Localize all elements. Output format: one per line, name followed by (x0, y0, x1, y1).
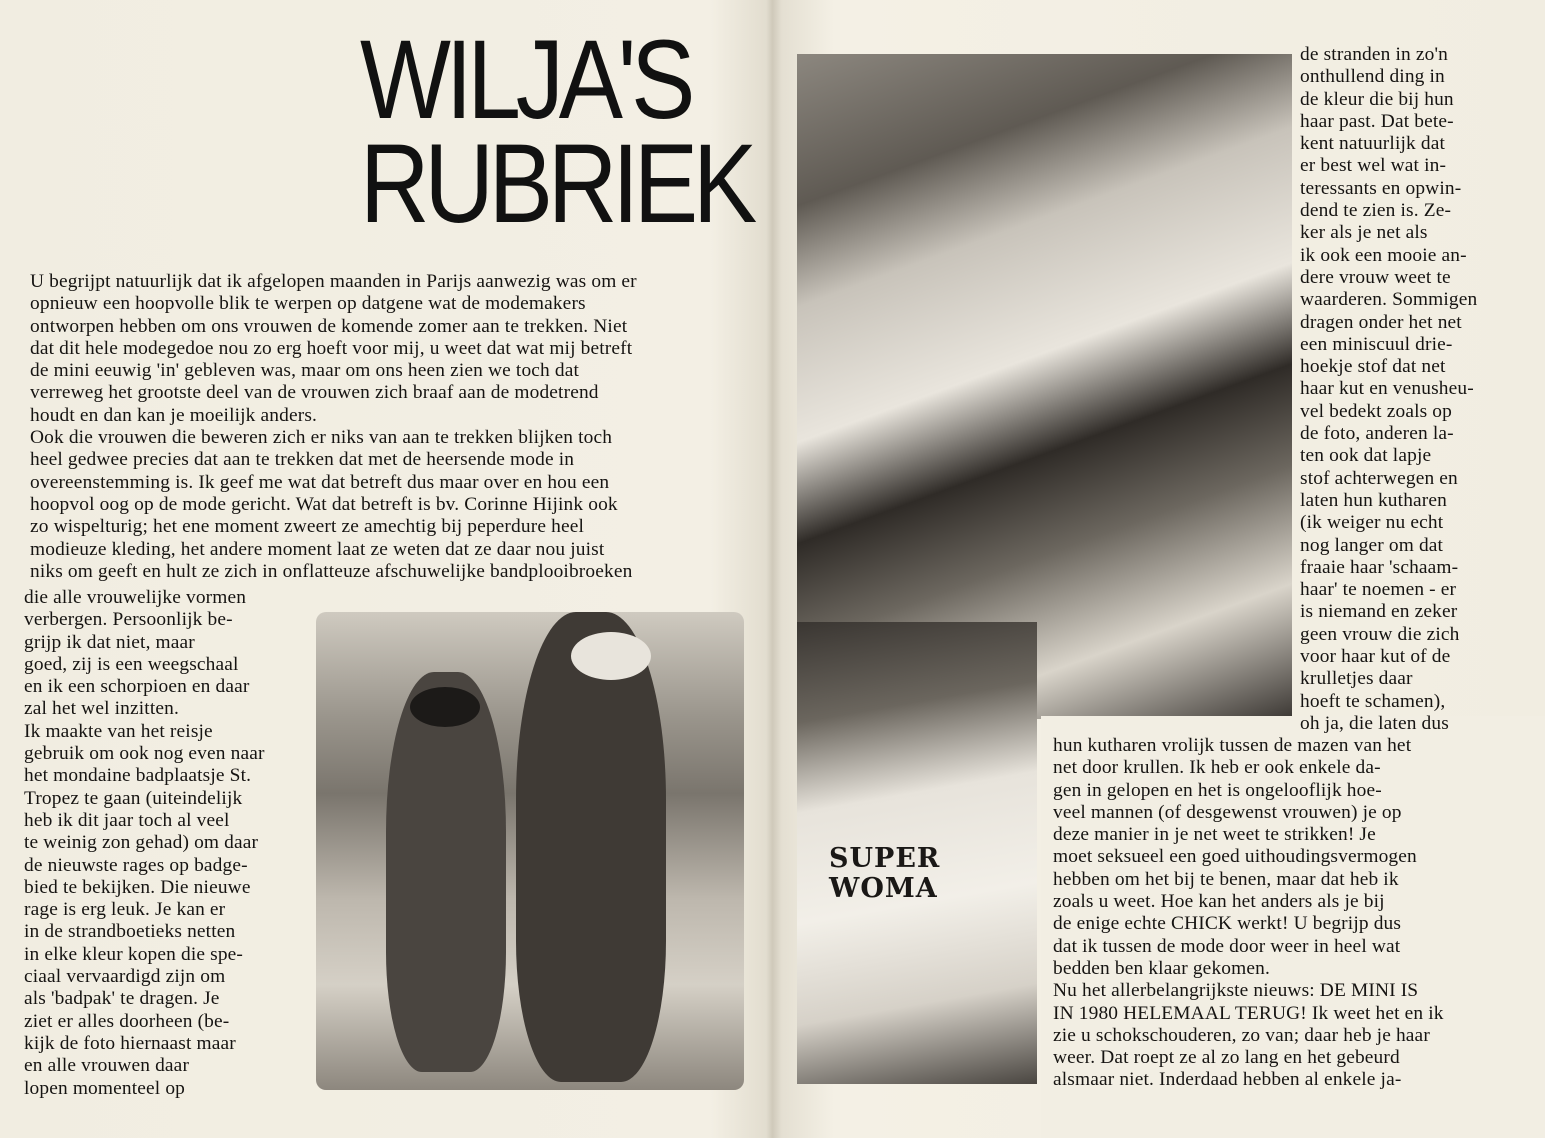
text-line: nog langer om dat (1300, 534, 1444, 556)
text-line: ker als je net als (1300, 222, 1428, 244)
text-line: opnieuw een hoopvolle blik te werpen op datgene wat de modemakers (30, 293, 586, 315)
text-line: verbergen. Persoonlijk be- (24, 609, 233, 631)
text-line: ciaal vervaardigd zijn om (24, 966, 226, 988)
text-line: gen in gelopen en het is ongelooflijk hoe- (1053, 779, 1382, 801)
text-line: bedden ben klaar gekomen. (1053, 957, 1270, 979)
text-line: zoals u weet. Hoe kan het anders als je bij (1053, 891, 1385, 913)
left-page (0, 0, 770, 1138)
text-line: in elke kleur kopen die spe- (24, 943, 244, 965)
text-line: U begrijpt natuurlijk dat ik afgelopen maanden in Parijs aanwezig was om er (30, 271, 637, 292)
text-line: Nu het allerbelangrijkste nieuws: DE MINI IS (1053, 980, 1419, 1002)
text-line: dragen onder het net (1300, 311, 1462, 333)
street-photo (797, 54, 1292, 719)
text-line: heb ik dit jaar toch al veel (24, 809, 230, 831)
text-line: de nieuwste rages op badge- (24, 854, 248, 876)
text-line: oh ja, die laten dus (1300, 712, 1449, 734)
text-line: Ook die vrouwen die beweren zich er niks van aan te trekken blijken toch (30, 427, 613, 449)
text-line: houdt en dan kan je moeilijk anders. (30, 404, 318, 426)
text-line: geen vrouw die zich (1300, 623, 1460, 645)
text-line: het mondaine badplaatsje St. (24, 765, 252, 787)
text-line: dat ik tussen de mode door weer in heel wat (1053, 935, 1401, 957)
text-line: weer. Dat roept ze al zo lang en het gebeurd (1053, 1047, 1400, 1069)
right-column-text (1300, 44, 1540, 735)
superwoman-photo (797, 622, 1037, 1084)
text-line: fraaie haar 'schaam- (1300, 556, 1459, 578)
text-line: kijk de foto hiernaast maar (24, 1032, 236, 1054)
text-line: waarderen. Sommigen (1300, 289, 1478, 311)
text-line: een miniscuul drie- (1300, 333, 1453, 355)
text-line: voor haar kut of de (1300, 646, 1451, 668)
narrow-column-text (24, 587, 314, 1100)
text-line: in de strandboetieks netten (24, 921, 236, 943)
text-line: er best wel wat in- (1300, 155, 1447, 177)
text-line: ontworpen hebben om ons vrouwen de komende zomer aan te trekken. Niet (30, 315, 628, 337)
text-line: zo wispelturig; het ene moment zweert ze amechtig bij peperdure heel (30, 516, 584, 538)
text-line: haar' te noemen - er (1300, 579, 1457, 601)
text-line: ziet er alles doorheen (be- (24, 1010, 230, 1032)
text-line: hoeft te schamen), (1300, 690, 1446, 712)
text-line: de kleur die bij hun (1300, 88, 1454, 110)
text-line: bied te bekijken. Die nieuwe (24, 876, 251, 898)
text-line: dend te zien is. Ze- (1300, 200, 1452, 222)
text-line: (ik weiger nu echt (1300, 512, 1444, 534)
text-line: haar kut en venusheu- (1300, 378, 1474, 400)
text-line: Tropez te gaan (uiteindelijk (24, 787, 243, 809)
text-line: niks om geeft en hult ze zich in onflatteuze afschuwelijke bandplooibroeken (30, 560, 633, 582)
text-line: Ik maakte van het reisje (24, 720, 213, 742)
title-line-2: RUBRIEK (360, 121, 753, 246)
shirt-line-2: WOMA (829, 873, 938, 904)
text-line: stof achterwegen en (1300, 467, 1458, 489)
text-line: lopen momenteel op (24, 1077, 186, 1099)
text-line: overeenstemming is. Ik geef me wat dat betreft dus maar over en hou een (30, 471, 610, 493)
text-line: moet seksueel een goed uithoudingsvermogen (1053, 846, 1417, 868)
text-line: krulletjes daar (1300, 668, 1413, 690)
text-line: de foto, anderen la- (1300, 423, 1454, 445)
text-line: ik ook een mooie an- (1300, 244, 1467, 266)
title-line-1: WILJA'S (360, 17, 691, 142)
text-line: de stranden in zo'n (1300, 44, 1448, 65)
text-line: die alle vrouwelijke vormen (24, 587, 247, 608)
text-line: ten ook dat lapje (1300, 445, 1432, 467)
text-line: als 'badpak' te dragen. Je (24, 988, 220, 1010)
shirt-line-1: SUPER (829, 843, 941, 874)
text-line: is niemand en zeker (1300, 601, 1458, 623)
text-line: heel gedwee precies dat aan te trekken dat met de heersende mode in (30, 449, 575, 471)
right-bottom-text (1053, 735, 1523, 1092)
text-line: hebben om het bij te benen, maar dat heb ik (1053, 868, 1399, 890)
beach-photo (316, 612, 744, 1090)
text-line: goed, zij is een weegschaal (24, 653, 239, 675)
shirt-print (829, 844, 940, 904)
text-line: deze manier in je net weet te strikken! Je (1053, 824, 1376, 846)
text-line: haar past. Dat bete- (1300, 110, 1454, 132)
text-line: en ik een schorpioen en daar (24, 676, 250, 698)
text-line: gebruik om ook nog even naar (24, 743, 265, 765)
text-line: modieuze kleding, het andere moment laat ze weten dat ze daar nou juist (30, 538, 605, 560)
text-line: te weinig zon gehad) om daar (24, 832, 259, 854)
intro-text (30, 271, 740, 583)
text-line: onthullend ding in (1300, 66, 1445, 88)
right-page (770, 0, 1545, 1138)
text-line: veel mannen (of desgewenst vrouwen) je op (1053, 801, 1402, 823)
text-line: net door krullen. Ik heb er ook enkele da- (1053, 757, 1381, 779)
text-line: dere vrouw weet te (1300, 266, 1451, 288)
text-line: de enige echte CHICK werkt! U begrijp dus (1053, 913, 1402, 935)
text-line: IN 1980 HELEMAAL TERUG! Ik weet het en ik (1053, 1002, 1444, 1024)
text-line: hoopvol oog op de mode gericht. Wat dat betreft is bv. Corinne Hijink ook (30, 493, 618, 515)
text-line: grijp ik dat niet, maar (24, 631, 195, 653)
text-line: hoekje stof dat net (1300, 356, 1446, 378)
text-line: laten hun kutharen (1300, 489, 1448, 511)
text-line: dat dit hele modegedoe nou zo erg hoeft voor mij, u weet dat wat mij betreft (30, 337, 633, 359)
text-line: teressants en opwin- (1300, 177, 1462, 199)
article-title (360, 17, 753, 246)
text-line: en alle vrouwen daar (24, 1055, 190, 1077)
text-line: de mini eeuwig 'in' gebleven was, maar om ons heen zien we toch dat (30, 360, 580, 382)
text-line: vel bedekt zoals op (1300, 400, 1453, 422)
text-line: alsmaar niet. Inderdaad hebben al enkele ja- (1053, 1069, 1402, 1091)
text-line: zal het wel inzitten. (24, 698, 179, 720)
text-line: rage is erg leuk. Je kan er (24, 899, 226, 921)
text-line: verreweg het grootste deel van de vrouwen zich braaf aan de modetrend (30, 382, 599, 404)
text-line: zie u schokschouderen, zo van; daar heb je haar (1053, 1024, 1430, 1046)
text-line: kent natuurlijk dat (1300, 133, 1446, 155)
text-line: hun kutharen vrolijk tussen de mazen van het (1053, 735, 1412, 756)
